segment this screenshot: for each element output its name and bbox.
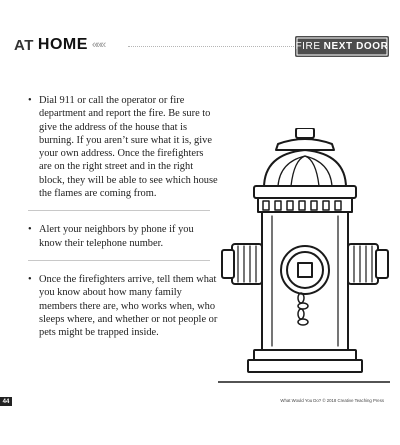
chapter-title-next-door: NEXT DOOR (323, 41, 389, 52)
chevron-left-icon: ««« (91, 39, 105, 51)
section-title-word-at: AT (14, 36, 34, 54)
list-item: • Dial 911 or call the operator or fire department and report the fire. Be sure to give the address of the house that is burning. If you aren’t sure what it is, give your own address. Once the firefighters are on the right street and in the right block, they will be able to see which house the flames are coming from. (28, 94, 218, 200)
divider (28, 260, 210, 261)
list-item: • Once the firefighters arrive, tell them what you know about how many family members there are, who works when, who sleeps where, and whether or not people or pets might be trapped inside. (28, 273, 218, 339)
fire-hydrant-icon (218, 128, 390, 390)
divider (28, 210, 210, 211)
footer-credit: What Would You Do? © 2018 Creative Teaching Press (280, 398, 384, 403)
chapter-tab (295, 36, 389, 57)
dotted-rule (128, 46, 296, 47)
list-item: • Alert your neighbors by phone if you know their telephone number. (28, 223, 218, 250)
tips-list (28, 94, 218, 339)
page-header (14, 36, 389, 58)
page-number: 44 (0, 397, 12, 406)
section-title-word-home: HOME (37, 36, 88, 53)
section-title (14, 36, 104, 54)
chapter-title-word-fire: FIRE (295, 41, 321, 52)
